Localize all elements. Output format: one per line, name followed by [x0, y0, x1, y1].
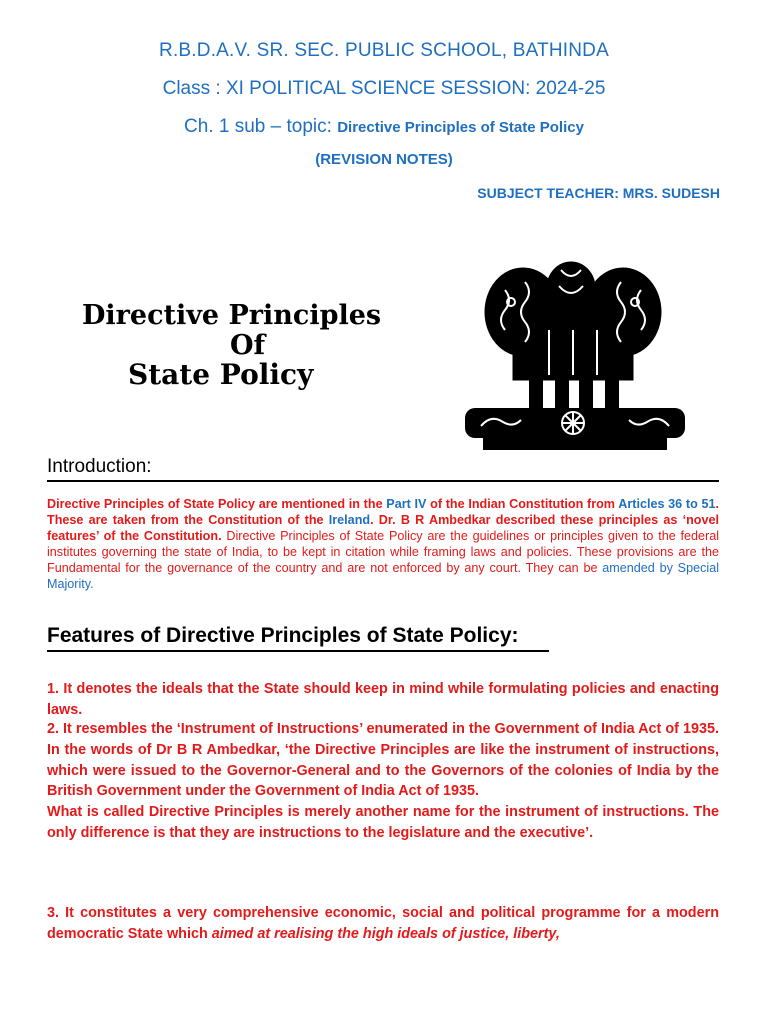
feature-point-3-emphasis: aimed at realising the high ideals of justice, liberty,: [211, 925, 560, 942]
subject-teacher: SUBJECT TEACHER: MRS. SUDESH: [477, 185, 720, 201]
class-session: Class : XI POLITICAL SCIENCE SESSION: 2024-25: [162, 78, 606, 99]
feature-point-3: [47, 903, 719, 945]
intro-text: . These are taken from the Constitution of the: [47, 497, 720, 527]
banner-line-3: State Policy: [128, 358, 314, 391]
school-name: R.B.D.A.V. SR. SEC. PUBLIC SCHOOL, BATHINDA: [159, 40, 609, 61]
feature-point-1: 1. It denotes the ideals that the State should keep in mind while formulating policies and enacting laws.: [47, 681, 719, 718]
intro-text: Directive Principles of State Policy are mentioned in the: [47, 497, 387, 511]
intro-highlight: ‘novel features’: [47, 513, 719, 543]
features-heading: Features of Directive Principles of State Policy:: [47, 624, 549, 652]
feature-point-2-text: 2. It resembles the ‘Instrument of Instructions’ enumerated in the Government of India Act of 1935. In the words of Dr B R Ambedkar, ‘the Directive Principles are like the instrument of instructions, which were issued to the Governor-General and to the Governors of the colonies of India by the British Government under the Government of India Act of 1935.: [47, 721, 719, 800]
chapter-prefix: Ch. 1 sub – topic:: [184, 116, 338, 137]
intro-text: of the Constitution.: [98, 529, 222, 543]
chapter-line: [0, 116, 768, 138]
intro-text: .: [90, 577, 94, 591]
chapter-topic: Directive Principles of State Policy: [337, 119, 584, 136]
banner-line-1: Directive Principles: [82, 300, 382, 331]
introduction-heading: Introduction:: [47, 456, 719, 482]
feature-point-3-text: 3. It constitutes a very comprehensive economic, social and political programme for a modern democratic State which: [47, 905, 719, 942]
feature-point-2: [47, 719, 719, 844]
feature-point-2-continued: What is called Directive Principles is merely another name for the instrument of instructions. The only difference is that they are instructions to the legislature and the executive’.: [47, 804, 719, 841]
intro-highlight: Part IV: [386, 497, 427, 511]
banner-line-2: Of: [230, 330, 266, 361]
intro-text: of the Indian Constitution from: [426, 497, 619, 511]
national-emblem-icon: [445, 250, 705, 455]
intro-text: . Dr. B R Ambedkar described these principles as: [370, 513, 683, 527]
revision-notes-label: (REVISION NOTES): [315, 151, 453, 168]
intro-highlight: Articles 36 to 51: [618, 497, 716, 511]
intro-highlight: amended by Special Majority: [47, 561, 719, 591]
intro-text: Directive Principles of State Policy are the guidelines or principles given to the federal institutes governing the state of India, to be kept in citation while framing laws and policies. These provisions are the Fundamental for the governance of the country and are not enforced by any court. They can be: [47, 529, 719, 575]
intro-highlight: Ireland: [328, 513, 371, 527]
introduction-paragraph: [47, 496, 719, 592]
